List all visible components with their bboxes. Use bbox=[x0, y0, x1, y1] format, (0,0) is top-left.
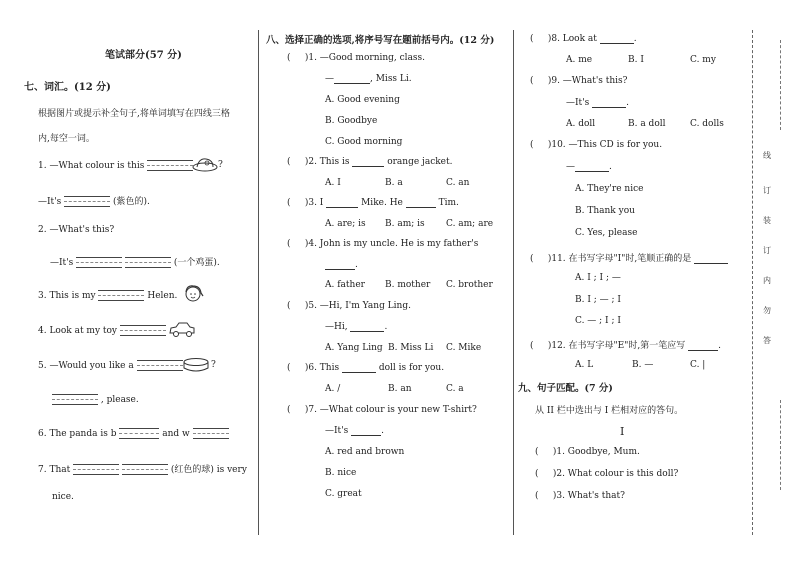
choice-q1 bbox=[287, 53, 425, 63]
choice-q8-blank[interactable] bbox=[600, 43, 634, 44]
choice-q11-bracket[interactable]: ( bbox=[530, 254, 548, 264]
vocab-q2-question: 2. —What's this? bbox=[38, 225, 115, 235]
choice-q7-blank[interactable] bbox=[351, 435, 381, 436]
match-item-1-text: )1. Goodbye, Mum. bbox=[552, 447, 640, 457]
vocab-q7-end: nice. bbox=[52, 492, 74, 502]
vocab-q2-answer bbox=[50, 255, 220, 268]
choice-q8-bracket[interactable]: ( bbox=[530, 34, 548, 44]
side-char-4: 订 bbox=[763, 246, 771, 255]
vocab-q6-answer-field-1[interactable] bbox=[119, 428, 159, 439]
choice-q9-response-text: —It's bbox=[566, 98, 590, 108]
hat-icon bbox=[192, 156, 218, 172]
choice-q7-response-text: —It's bbox=[325, 426, 349, 436]
choice-q1-opt-c: C. Good morning bbox=[325, 137, 403, 147]
choice-q5-bracket[interactable]: ( bbox=[287, 301, 305, 311]
vocab-q6 bbox=[38, 428, 229, 439]
toy-car-icon bbox=[168, 320, 196, 338]
vocab-q2-answer-field-1[interactable] bbox=[76, 257, 122, 268]
choice-q3-text: )3. I bbox=[304, 198, 324, 208]
vocab-q6-letter-w: w bbox=[182, 429, 190, 439]
vocab-q1-answer-field[interactable] bbox=[64, 196, 110, 207]
choice-q10-opt-b: B. Thank you bbox=[575, 206, 635, 216]
choice-q6-opt-b: B. an bbox=[388, 384, 412, 394]
choice-q5-opt-c: C. Mike bbox=[446, 343, 482, 353]
vocab-q7-answer-field-1[interactable] bbox=[73, 464, 119, 475]
choice-q10 bbox=[530, 140, 662, 150]
choice-q4-bracket[interactable]: ( bbox=[287, 239, 305, 249]
vocab-q3-prefix: 3. This is my bbox=[38, 291, 96, 301]
choice-q4-blank-line: . bbox=[325, 260, 358, 270]
vocab-q1-text: 1. —What colour is this bbox=[38, 161, 145, 171]
choice-q3-blank-2[interactable] bbox=[406, 207, 436, 208]
vocab-q5-question bbox=[38, 360, 183, 371]
choice-q1-opt-b: B. Goodbye bbox=[325, 116, 378, 126]
vocab-q5-answer-field[interactable] bbox=[137, 360, 183, 371]
choice-q4 bbox=[287, 239, 478, 249]
vocab-q3-suffix: Helen. bbox=[147, 291, 178, 301]
vocab-q4-text: 4. Look at my toy bbox=[38, 326, 118, 336]
vocab-q4 bbox=[38, 325, 166, 336]
choice-q9-opt-a: A. doll bbox=[566, 119, 596, 129]
side-char-7: 答 bbox=[763, 336, 771, 345]
section-8-title: 八、选择正确的选项,将序号写在题前括号内。(12 分) bbox=[266, 35, 495, 46]
vocab-q7-prefix: 7. That bbox=[38, 465, 71, 475]
match-item-3 bbox=[535, 491, 625, 501]
choice-q5-text: )5. —Hi, I'm Yang Ling. bbox=[304, 301, 411, 311]
side-char-3: 装 bbox=[763, 216, 771, 225]
match-item-1-bracket[interactable]: ( bbox=[535, 447, 553, 457]
vocab-q1-hint: (紫色的). bbox=[113, 197, 150, 207]
section-9-column-label: I bbox=[620, 425, 625, 438]
vocab-q5-question-mark: ? bbox=[211, 360, 216, 370]
choice-q10-blank[interactable] bbox=[575, 171, 609, 172]
vocab-q6-answer-field-2[interactable] bbox=[193, 428, 229, 439]
choice-q9-opt-b: B. a doll bbox=[628, 119, 666, 129]
vocab-q5-suffix: , please. bbox=[100, 395, 139, 405]
choice-q7-text: )7. —What colour is your new T-shirt? bbox=[304, 405, 477, 415]
choice-q7-response: —It's . bbox=[325, 426, 385, 436]
choice-q7-opt-b: B. nice bbox=[325, 468, 357, 478]
choice-q3 bbox=[287, 198, 459, 208]
vocab-q5-answer bbox=[52, 394, 139, 405]
choice-q11 bbox=[530, 251, 728, 264]
choice-q7 bbox=[287, 405, 477, 415]
choice-q5-response: —Hi, . bbox=[325, 322, 388, 332]
choice-q3-opt-b: B. am; is bbox=[385, 219, 425, 229]
choice-q8-opt-b: B. I bbox=[628, 55, 644, 65]
binding-line bbox=[752, 30, 753, 535]
choice-q3-opt-a: A. are; is bbox=[325, 219, 366, 229]
choice-q2 bbox=[287, 157, 453, 167]
written-part-header: 笔试部分(57 分) bbox=[105, 50, 182, 61]
choice-q5 bbox=[287, 301, 411, 311]
match-item-3-bracket[interactable]: ( bbox=[535, 491, 553, 501]
choice-q9-bracket[interactable]: ( bbox=[530, 76, 548, 86]
vocab-q6-letter-b: b bbox=[110, 429, 117, 439]
choice-q3-mid: Mike. He bbox=[361, 198, 403, 208]
choice-q6-opt-c: C. a bbox=[446, 384, 464, 394]
choice-q10-opt-c: C. Yes, please bbox=[575, 228, 638, 238]
side-dashed-line-bottom bbox=[780, 400, 781, 490]
girl-face-icon bbox=[182, 284, 204, 304]
choice-q1-response: — , Miss Li. bbox=[325, 74, 412, 84]
column-divider-1 bbox=[258, 30, 259, 535]
side-char-6: 勿 bbox=[763, 306, 771, 315]
choice-q6-blank[interactable] bbox=[342, 372, 376, 373]
choice-q4-blank[interactable] bbox=[325, 269, 355, 270]
vocab-q1-answer-prefix: —It's bbox=[38, 197, 62, 207]
choice-q2-opt-b: B. a bbox=[385, 178, 403, 188]
vocab-q2-hint: (一个鸡蛋). bbox=[173, 258, 220, 268]
choice-q1-text: )1. —Good morning, class. bbox=[304, 53, 426, 63]
choice-q9 bbox=[530, 76, 628, 86]
choice-q1-blank[interactable] bbox=[334, 83, 370, 84]
choice-q12-opt-a: A. L bbox=[575, 360, 594, 370]
choice-q2-blank[interactable] bbox=[352, 166, 384, 167]
section-7-instruction-2: 内,每空一词。 bbox=[38, 134, 95, 144]
choice-q12: ( )12. 在书写字母"E"时,第一笔应写 . bbox=[530, 341, 721, 351]
match-item-2 bbox=[535, 469, 678, 479]
choice-q9-response: —It's . bbox=[566, 98, 630, 108]
choice-q2-text: )2. This is bbox=[304, 157, 350, 167]
vocab-q3 bbox=[38, 290, 177, 301]
choice-q10-response-text: — bbox=[566, 162, 575, 172]
choice-q5-opt-a: A. Yang Ling bbox=[325, 343, 383, 353]
side-char-2: 订 bbox=[763, 186, 771, 195]
choice-q6-opt-a: A. / bbox=[325, 384, 341, 394]
choice-q4-opt-a: A. father bbox=[325, 280, 365, 290]
side-char-5: 内 bbox=[763, 276, 771, 285]
choice-q11-blank[interactable] bbox=[694, 263, 728, 264]
choice-q5-response-text: —Hi, bbox=[325, 322, 348, 332]
choice-q3-bracket[interactable]: ( bbox=[287, 198, 305, 208]
choice-q12-bracket[interactable]: ( bbox=[530, 341, 548, 351]
choice-q7-bracket[interactable]: ( bbox=[287, 405, 305, 415]
choice-q9-text: )9. —What's this? bbox=[547, 76, 628, 86]
vocab-q1-question-mark: ? bbox=[218, 160, 223, 170]
vocab-q2-answer-field-2[interactable] bbox=[125, 257, 171, 268]
vocab-q7 bbox=[38, 462, 247, 475]
vocab-q1-answer bbox=[38, 194, 150, 207]
choice-q4-opt-c: C. brother bbox=[446, 280, 493, 290]
vocab-q3-answer-field[interactable] bbox=[98, 290, 144, 301]
match-item-2-text: )2. What colour is this doll? bbox=[552, 469, 679, 479]
choice-q9-opt-c: C. dolls bbox=[690, 119, 724, 129]
choice-q3-suffix: Tim. bbox=[438, 198, 459, 208]
choice-q5-opt-b: B. Miss Li bbox=[388, 343, 434, 353]
choice-q2-suffix: orange jacket. bbox=[387, 157, 453, 167]
section-9-instruction: 从 II 栏中选出与 I 栏相对应的答句。 bbox=[535, 406, 684, 416]
choice-q8: ( )8. Look at . bbox=[530, 34, 637, 44]
choice-q2-bracket[interactable]: ( bbox=[287, 157, 305, 167]
choice-q10-response: — . bbox=[566, 162, 612, 172]
match-item-3-text: )3. What's that? bbox=[552, 491, 625, 501]
choice-q12-opt-b: B. — bbox=[632, 360, 654, 370]
choice-q10-text: )10. —This CD is for you. bbox=[547, 140, 663, 150]
match-item-1 bbox=[535, 447, 640, 457]
choice-q6-suffix: doll is for you. bbox=[378, 363, 445, 373]
choice-q3-blank-1[interactable] bbox=[326, 207, 358, 208]
choice-q11-text: )11. 在书写字母"I"时,笔顺正确的是 bbox=[547, 254, 692, 264]
choice-q10-bracket[interactable]: ( bbox=[530, 140, 548, 150]
vocab-q2-answer-prefix: —It's bbox=[50, 258, 74, 268]
vocab-q1-answer-lines[interactable] bbox=[147, 160, 193, 171]
choice-q11-opt-b: B. I ; — ; I bbox=[575, 295, 621, 305]
choice-q6-bracket[interactable]: ( bbox=[287, 363, 305, 373]
choice-q11-opt-a: A. I ; I ; — bbox=[575, 273, 621, 283]
vocab-q1-question bbox=[38, 160, 193, 171]
choice-q5-blank[interactable] bbox=[350, 331, 384, 332]
side-dashed-line-top bbox=[780, 40, 781, 130]
section-7-title: 七、词汇。(12 分) bbox=[24, 82, 111, 93]
choice-q12-text: )12. 在书写字母"E"时,第一笔应写 bbox=[547, 341, 686, 351]
vocab-q7-answer-field-2[interactable] bbox=[122, 464, 168, 475]
choice-q1-response-text: , Miss Li. bbox=[370, 74, 412, 84]
choice-q8-opt-c: C. my bbox=[690, 55, 716, 65]
choice-q8-opt-a: A. me bbox=[566, 55, 593, 65]
choice-q12-blank[interactable] bbox=[688, 350, 718, 351]
vocab-q5-text: 5. —Would you like a bbox=[38, 361, 134, 371]
choice-q6-text: )6. This bbox=[304, 363, 340, 373]
choice-q3-opt-c: C. am; are bbox=[446, 219, 494, 229]
vocab-q4-answer-field[interactable] bbox=[120, 325, 166, 336]
vocab-q6-prefix: 6. The panda is bbox=[38, 429, 108, 439]
section-9-title: 九、句子匹配。(7 分) bbox=[518, 383, 613, 394]
choice-q2-opt-a: A. I bbox=[325, 178, 341, 188]
choice-q1-bracket[interactable]: ( bbox=[287, 53, 305, 63]
side-char-1: 线 bbox=[763, 151, 771, 160]
choice-q4-text: )4. John is my uncle. He is my father's bbox=[304, 239, 479, 249]
section-7-instruction-1: 根据图片或提示补全句子,将单词填写在四线三格 bbox=[38, 109, 230, 119]
choice-q10-opt-a: A. They're nice bbox=[575, 184, 644, 194]
choice-q11-opt-c: C. — ; I ; I bbox=[575, 316, 621, 326]
choice-q2-opt-c: C. an bbox=[446, 178, 470, 188]
choice-q9-blank[interactable] bbox=[592, 107, 626, 108]
match-item-2-bracket[interactable]: ( bbox=[535, 469, 553, 479]
cake-icon bbox=[182, 357, 210, 373]
choice-q12-opt-c: C. | bbox=[690, 360, 706, 370]
vocab-q7-hint: (红色的球) is very bbox=[170, 465, 247, 475]
choice-q4-opt-b: B. mother bbox=[385, 280, 431, 290]
vocab-q6-and: and bbox=[162, 429, 180, 439]
choice-q1-opt-a: A. Good evening bbox=[325, 95, 400, 105]
column-divider-2 bbox=[513, 30, 514, 535]
vocab-q5-answer-field-2[interactable] bbox=[52, 394, 98, 405]
choice-q8-text: )8. Look at bbox=[547, 34, 597, 44]
choice-q6 bbox=[287, 363, 444, 373]
choice-q7-opt-a: A. red and brown bbox=[325, 447, 405, 457]
choice-q7-opt-c: C. great bbox=[325, 489, 362, 499]
